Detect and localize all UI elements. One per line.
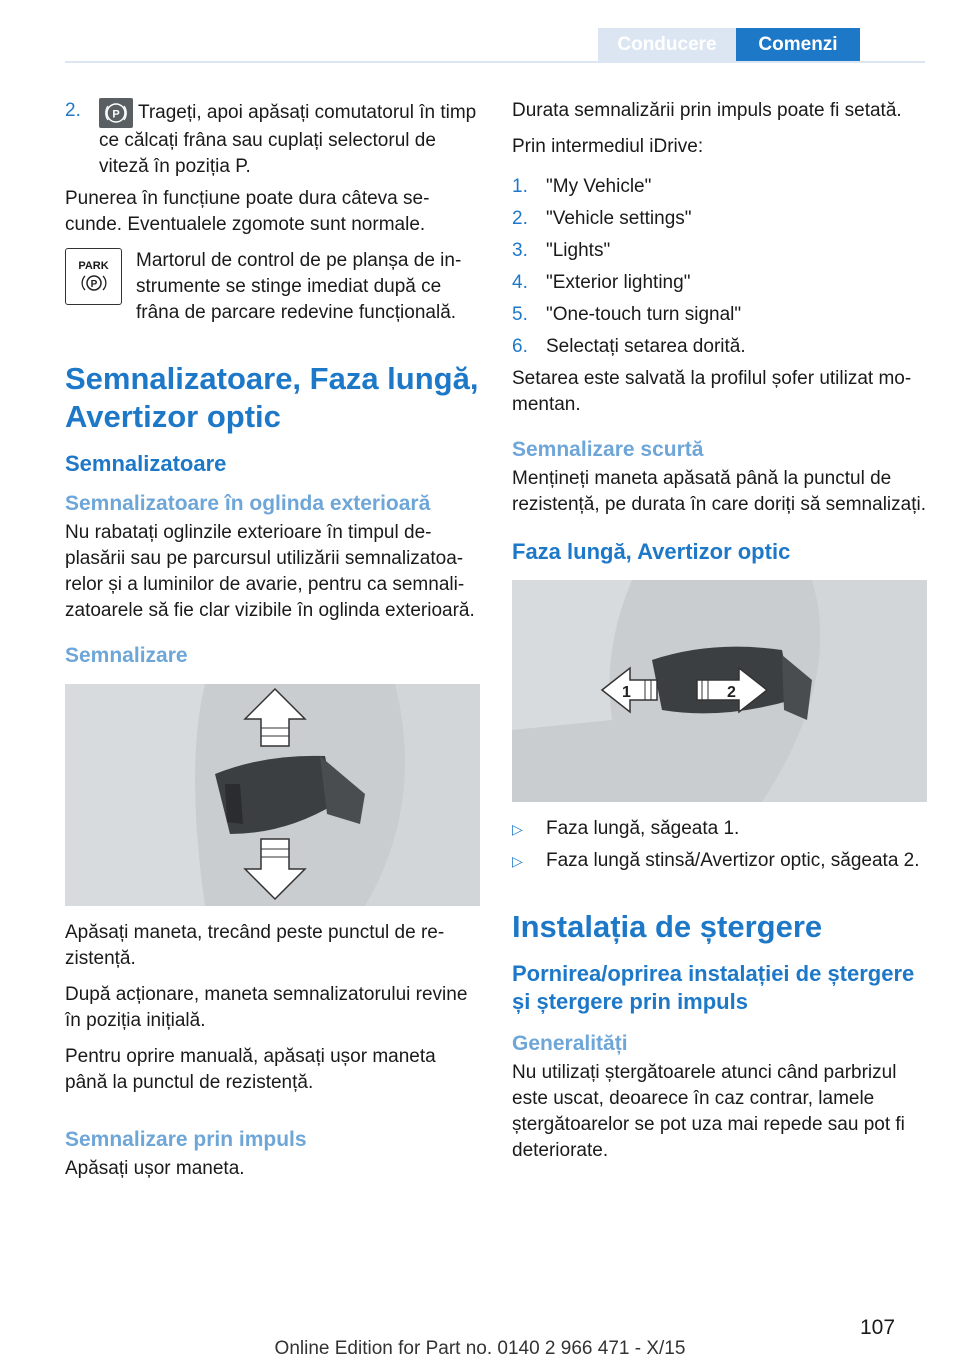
parking-brake-switch-icon bbox=[99, 98, 133, 128]
list-item: 5. "One-touch turn signal" bbox=[512, 304, 742, 325]
paragraph: Durata semnalizării prin impuls poate fi setată. bbox=[512, 100, 902, 121]
topic-title: Semnalizare bbox=[65, 644, 188, 667]
topic-title: Generalități bbox=[512, 1032, 628, 1055]
bullet-triangle-icon: ▷ bbox=[512, 853, 523, 869]
subsection-title: Pornirea/oprirea instalației de ștergere și ștergere prin impuls bbox=[512, 961, 915, 1014]
section-title: Instalația de ștergere bbox=[512, 909, 823, 944]
paragraph: Prin intermediul iDrive: bbox=[512, 136, 704, 157]
page-number: 107 bbox=[860, 1316, 896, 1339]
svg-text:P: P bbox=[90, 278, 97, 290]
list-item: 2. "Vehicle settings" bbox=[512, 208, 692, 229]
subsection-title: Faza lungă, Avertizor optic bbox=[512, 539, 791, 564]
step-2-text: Trageți, apoi apăsați comutatorul în timp ce călcați frâna sau cuplați selectorul de viteză în poziția P. bbox=[99, 102, 477, 177]
list-item: ▷ Faza lungă stinsă/Avertizor optic, săgeata 2. bbox=[512, 848, 927, 874]
step-2 bbox=[65, 98, 480, 180]
header-rule bbox=[65, 61, 925, 63]
paragraph: Apăsați maneta, trecând peste punctul de rezistență. bbox=[65, 922, 445, 969]
paragraph: Mențineți maneta apăsată până la punctul de rezistență, pe durata în care doriți să semnalizați. bbox=[512, 468, 926, 515]
paragraph: Setarea este salvată la profilul șofer utilizat momentan. bbox=[512, 368, 912, 415]
topic-title: Semnalizatoare în oglinda exterioară bbox=[65, 492, 431, 515]
edition-footer: Online Edition for Part no. 0140 2 966 471 - X/15 bbox=[274, 1338, 686, 1359]
section-title: Semnalizatoare, Faza lungă, Avertizor optic bbox=[65, 361, 479, 434]
section-tab-comenzi[interactable]: Comenzi bbox=[736, 28, 860, 62]
high-beam-lever-image bbox=[512, 580, 927, 802]
turn-signal-lever-image bbox=[65, 684, 480, 906]
topic-title: Semnalizare scurtă bbox=[512, 438, 704, 461]
paragraph: Punerea în funcțiune poate dura câteva secunde. Eventualele zgomote sunt normale. bbox=[65, 188, 430, 235]
paragraph: Pentru oprire manuală, apăsați ușor maneta până la punctul de rezistență. bbox=[65, 1046, 436, 1093]
bullet-triangle-icon: ▷ bbox=[512, 821, 523, 837]
idrive-steps bbox=[512, 174, 927, 360]
paragraph: Nu utilizați ștergătoarele atunci când parbrizul este uscat, deoarece în caz contrar, lamele ștergătoarelor se pot uza mai repede sau pot fi deteriorate. bbox=[512, 1062, 905, 1161]
list-item: 4. "Exterior lighting" bbox=[512, 272, 691, 293]
list-item: ▷ Faza lungă, săgeata 1. bbox=[512, 816, 927, 842]
topic-title: Semnalizare prin impuls bbox=[65, 1128, 307, 1151]
subsection-title: Semnalizatoare bbox=[65, 451, 227, 476]
paragraph: După acționare, maneta semnalizatorului revine în poziția inițială. bbox=[65, 984, 468, 1031]
list-item: 1. "My Vehicle" bbox=[512, 176, 652, 197]
park-warning-icon: PARK P bbox=[65, 248, 122, 305]
arrow-label-2: 2 bbox=[727, 684, 736, 701]
list-item: 6. Selectați setarea dorită. bbox=[512, 336, 746, 357]
right-column bbox=[512, 98, 927, 1174]
left-column bbox=[65, 98, 480, 1192]
section-tab-conducere[interactable]: Conducere bbox=[598, 28, 736, 62]
step-number: 2. bbox=[65, 100, 81, 121]
high-beam-bullets bbox=[512, 816, 927, 874]
note-block bbox=[65, 248, 480, 326]
paragraph: Apăsați ușor maneta. bbox=[65, 1158, 245, 1179]
page-header bbox=[598, 28, 860, 62]
list-item: 3. "Lights" bbox=[512, 240, 611, 261]
note-text: Martorul de control de pe planșa de instrumente se stinge imediat după ce frâna de parcare redevine funcțională. bbox=[136, 250, 462, 323]
svg-text:P: P bbox=[112, 108, 120, 121]
arrow-label-1: 1 bbox=[622, 684, 631, 701]
paragraph: Nu rabatați oglinzile exterioare în timpul deplasării sau pe parcursul utilizării semnalizatoarelor și a luminilor de avarie, pentru ca semnalizatoarele să fie clar vizibile în oglinda exterioară. bbox=[65, 522, 475, 621]
